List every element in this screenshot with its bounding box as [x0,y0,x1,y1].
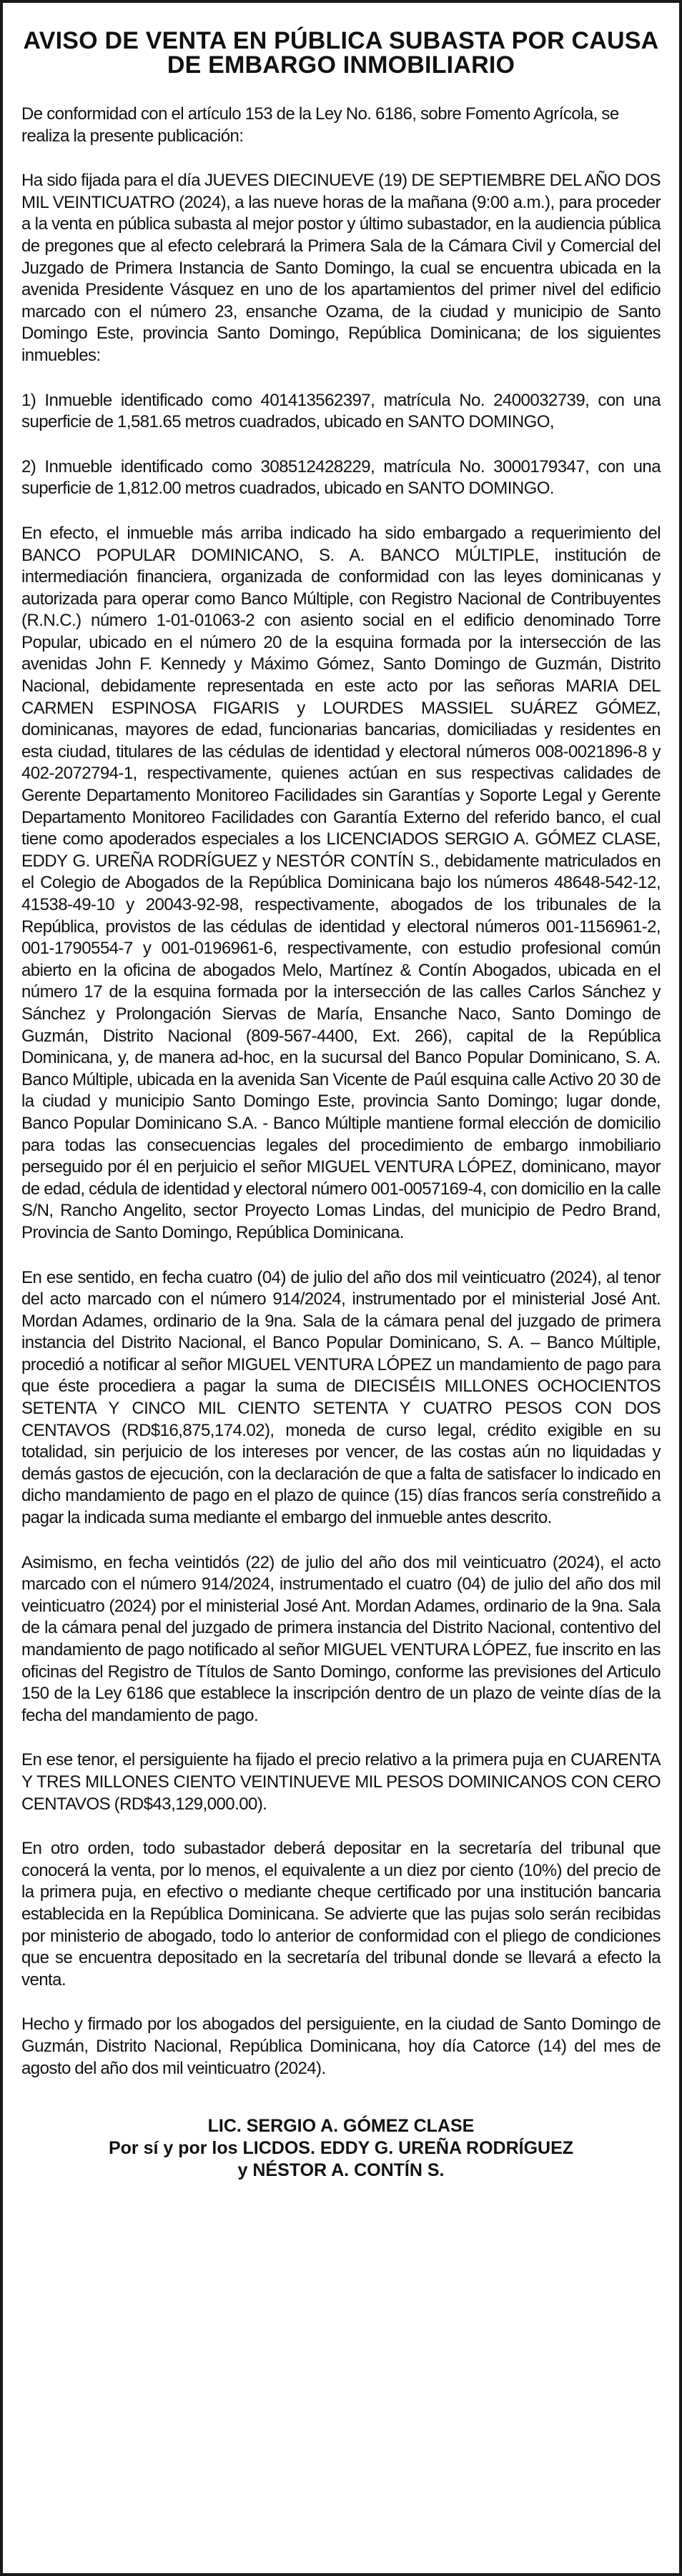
signature-line-1: LIC. SERGIO A. GÓMEZ CLASE [207,2116,475,2137]
signature-line-2: Por sí y por los LICDOS. EDDY G. UREÑA RODRÍGUEZ [108,2138,574,2159]
paragraph-auction-date: Ha sido fijada para el día JUEVES DIECINUEVE (19) DE SEPTIEMBRE DEL AÑO DOS MIL VEINTICUATRO (2024), a las nueve horas de la mañana (9:00 a.m.), para proceder a la venta en pública subasta al mejor postor y último subastador, en la audiencia pública de pregones que al efecto celebrará la Primera Sala de la Cámara Civil y Comercial del Juzgado de Primera Instancia de Santo Domingo, la cual se encuentra ubicada en la avenida Presidente Vásquez en uno de los apartamientos del primer nivel del edificio marcado con el número 23, ensanche Ozama, de la ciudad y municipio de Santo Domingo Este, provincia Santo Domingo, República Dominicana; de los siguientes inmuebles: [21,171,661,365]
signature-block [21,2115,661,2182]
notice-title [21,29,661,77]
paragraph-property-1: 1) Inmueble identificado como 401413562397, matrícula No. 2400032739, con una superficie de 1,581.65 metros cuadrados, ubicado en SANTO DOMINGO, [21,390,661,432]
paragraph-legal-basis: De conformidad con el artículo 153 de la Ley No. 6186, sobre Fomento Agrícola, se realiza la presente publicación: [21,104,619,146]
notice-title-line-1: AVISO DE VENTA EN PÚBLICA SUBASTA POR CAUSA [23,27,659,54]
paragraph-property-2: 2) Inmueble identificado como 308512428229, matrícula No. 3000179347, con una superficie de 1,812.00 metros cuadrados, ubicado en SANTO DOMINGO. [21,456,661,499]
paragraph-payment-order: En ese sentido, en fecha cuatro (04) de julio del año dos mil veinticuatro (2024), al tenor del acto marcado con el número 914/2024, instrumentado por el ministerial José Ant. Mordan Adames, ordinario de la 9na. Sala de la cámara penal del juzgado de primera instancia del Distrito Nacional, el Banco Popular Dominicano, S. A. – Banco Múltiple, procedió a notificar al señor MIGUEL VENTURA LÓPEZ un mandamiento de pago para que éste procediera a pagar la suma de DIECISÉIS MILLONES OCHOCIENTOS SETENTA Y CINCO MIL CIENTO SETENTA Y CUATRO PESOS CON DOS CENTAVOS (RD$16,875,174.02), moneda de curso legal, crédito exigible en su totalidad, sin perjuicio de los intereses por vencer, de las costas aún no liquidadas y demás gastos de ejecución, con la declaración de que a falta de satisfacer lo indicado en dicho mandamiento de pago en el plazo de quince (15) días francos sería constreñido a pagar la indicada suma mediante el embargo del inmueble antes descrito. [21,1267,661,1528]
paragraph-signed-date: Hecho y firmado por los abogados del persiguiente, en la ciudad de Santo Domingo de Guzmán, Distrito Nacional, República Dominicana, hoy día Catorce (14) del mes de agosto del año dos mil veinticuatro (2024). [21,2015,661,2078]
paragraph-starting-price: En ese tenor, el persiguiente ha fijado el precio relativo a la primera puja en CUARENTA Y TRES MILLONES CIENTO VEINTINUEVE MIL PESOS DOMINICANOS CON CERO CENTAVOS (RD$43,129,000.00). [21,1750,661,1814]
paragraph-seizing-party: En efecto, el inmueble más arriba indicado ha sido embargado a requerimiento del BANCO POPULAR DOMINICANO, S. A. BANCO MÚLTIPLE, institución de intermediación financiera, organizada de conformidad con las leyes dominicanas y autorizada para operar como Banco Múltiple, con Registro Nacional de Contribuyentes (R.N.C.) número 1-01-01063-2 con asiento social en el edificio denominado Torre Popular, ubicado en el número 20 de la esquina formada por la intersección de las avenidas John F. Kennedy y Máximo Gómez, Santo Domingo de Guzmán, Distrito Nacional, debidamente representada en este acto por las señoras MARIA DEL CARMEN ESPINOSA FIGARIS y LOURDES MASSIEL SUÁREZ GÓMEZ, dominicanas, mayores de edad, funcionarias bancarias, domiciliadas y residentes en esta ciudad, titulares de las cédulas de identidad y electoral números 008-0021896-8 y 402-2072794-1, respectivamente, quienes actúan en sus respectivas calidades de Gerente Departamento Monitoreo Facilidades sin Garantías y Soporte Legal y Gerente Departamento Monitoreo Facilidades con Garantía Externo del referido banco, el cual tiene como apoderados especiales a los LICENCIADOS SERGIO A. GÓMEZ CLASE, EDDY G. UREÑA RODRÍGUEZ y NESTÓR CONTÍN S., debidamente matriculados en el Colegio de Abogados de la República Dominicana bajo los números 48648-542-12, 41538-49-10 y 20043-92-98, respectivamente, abogados de los tribunales de la República, provistos de las cédulas de identidad y electoral números 001-1156961-2, 001-1790554-7 y 001-0196961-6, respectivamente, con estudio profesional común abierto en la oficina de abogados Melo, Martínez & Contín Abogados, ubicada en el número 17 de la esquina formada por la intersección de las calles Carlos Sánchez y Sánchez y Prolongación Siervas de María, Ensanche Naco, Santo Domingo de Guzmán, Distrito Nacional (809-567-4400, Ext. 266), capital de la República Dominicana, y, de manera ad-hoc, en la sucursal del Banco Popular Dominicano, S. A. Banco Múltiple, ubicada en la avenida San Vicente de Paúl esquina calle Activo 20 30 de la ciudad y municipio Santo Domingo Este, provincia Santo Domingo; lugar donde, Banco Popular Dominicano S.A. - Banco Múltiple mantiene formal elección de domicilio para todas las consecuencias legales del procedimiento de embargo inmobiliario perseguido por él en perjuicio el señor MIGUEL VENTURA LÓPEZ, dominicano, mayor de edad, cédula de identidad y electoral número 001-0057169-4, con domicilio en la calle S/N, Rancho Angelito, sector Proyecto Lomas Lindas, del municipio de Pedro Brand, Provincia de Santo Domingo, República Dominicana. [21,523,661,1242]
paragraph-registration: Asimismo, en fecha veintidós (22) de julio del año dos mil veinticuatro (2024), el acto marcado con el número 914/2024, instrumentado el cuatro (04) de julio del año dos mil veinticuatro (2024) por el ministerial José Ant. Mordan Adames, ordinario de la 9na. Sala de la cámara penal del juzgado de primera instancia del Distrito Nacional, contentivo del mandamiento de pago notificado al señor MIGUEL VENTURA LÓPEZ, fue inscrito en las oficinas del Registro de Títulos de Santo Domingo, conforme las previsiones del Articulo 150 de la Ley 6186 que establece la inscripción dentro de un plazo de veinte días de la fecha del mandamiento de pago. [21,1552,661,1725]
paragraph-deposit-rules: En otro orden, todo subastador deberá depositar en la secretaría del tribunal que conocerá la venta, por lo menos, el equivalente a un diez por ciento (10%) del precio de la primera puja, en efectivo o mediante cheque certificado por una institución bancaria establecida en la República Dominicana. Se advierte que las pujas solo serán recibidas por ministerio de abogado, todo lo anterior de conformidad con el pliego de condiciones que se encuentra depositado en la secretaría del tribunal donde se llevará a efecto la venta. [21,1839,661,1990]
notice-title-line-2: DE EMBARGO INMOBILIARIO [167,51,515,79]
signature-line-3: y NÉSTOR A. CONTÍN S. [237,2160,445,2181]
